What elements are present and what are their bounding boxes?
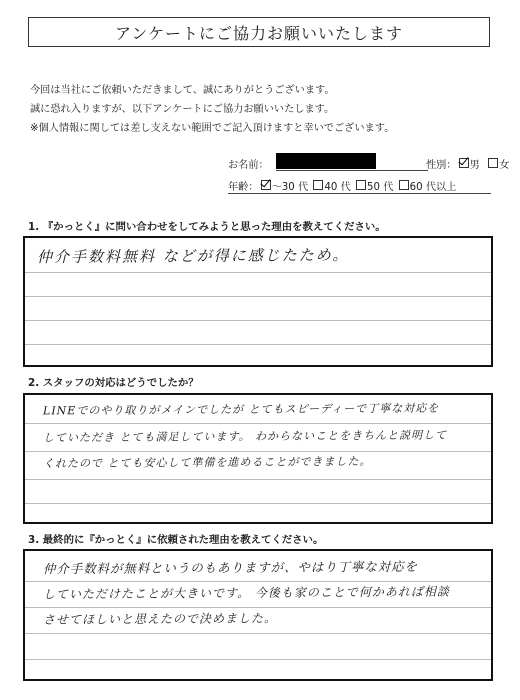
- intro-text: [30, 81, 394, 138]
- ruled-line: [25, 344, 491, 345]
- gender-male-checkbox[interactable]: [459, 158, 469, 168]
- name-label: お名前：: [228, 160, 269, 171]
- ruled-line: [25, 296, 491, 297]
- ruled-line: [25, 607, 491, 608]
- age-50-checkbox[interactable]: [356, 180, 366, 190]
- age-40-label: 40 代: [324, 182, 351, 193]
- ruled-line: [25, 659, 491, 660]
- intro-line: 誠に恐れ入りますが、以下アンケートにご協力お願いいたします。: [30, 104, 335, 115]
- age-row: [228, 178, 456, 193]
- gender-field: [426, 156, 509, 171]
- answer-2-line: くれたので とても安心して準備を進めることができました。: [42, 454, 372, 471]
- question-2-label: 2. スタッフの対応はどうでしたか？: [28, 377, 199, 389]
- gender-male-label: 男: [469, 160, 480, 171]
- gender-female-label: 女: [499, 160, 510, 171]
- answer-3-line: させてほしいと思えたので決めました。: [42, 611, 278, 627]
- gender-label: 性別：: [426, 160, 457, 171]
- name-redaction: [276, 153, 376, 169]
- answer-2-box: [23, 393, 493, 524]
- ruled-line: [25, 633, 491, 634]
- question-3-label: 3. 最終的に『かっとく』に依頼された理由を教えてください。: [28, 534, 324, 546]
- age-60-checkbox[interactable]: [399, 180, 409, 190]
- name-underline: [276, 170, 428, 171]
- ruled-line: [25, 272, 491, 273]
- age-60-label: 60 代以上: [409, 182, 457, 193]
- answer-2-line: していただき とても満足しています。 わからないことをきちんと説明して: [42, 428, 448, 445]
- name-row: [228, 153, 510, 171]
- intro-line: 今回は当社にご依頼いただきまして、誠にありがとうございます。: [30, 85, 335, 96]
- ruled-line: [25, 320, 491, 321]
- answer-2-line: LINEでのやり取りがメインでしたが とてもスピーディーで丁寧な対応を: [42, 401, 440, 418]
- answer-3-line: 仲介手数料が無料というのもありますが、やはり丁寧な対応を: [42, 558, 418, 577]
- survey-title-box: [28, 17, 490, 47]
- ruled-line: [25, 503, 491, 504]
- ruled-line: [25, 479, 491, 480]
- ruled-line: [25, 451, 491, 452]
- gender-female-checkbox[interactable]: [488, 158, 498, 168]
- age-40-checkbox[interactable]: [313, 180, 323, 190]
- age-50-label: 50 代: [367, 182, 394, 193]
- answer-1-box: [23, 236, 493, 367]
- survey-title: アンケートにご協力お願いいたします: [114, 23, 404, 43]
- answer-1-line: 仲介手数料無料 などが得に感じたため。: [36, 245, 350, 267]
- ruled-line: [25, 423, 491, 424]
- answer-3-line: していただけたことが大きいです。 今後も家のことで何かあれば相談: [42, 584, 450, 602]
- age-underline: [228, 193, 491, 194]
- age-30-label: ～30 代: [271, 182, 309, 193]
- intro-line: ※個人情報に関しては差し支えない範囲でご記入頂けますと幸いでございます。: [30, 123, 395, 134]
- age-label: 年齢：: [228, 182, 259, 193]
- answer-3-box: [23, 549, 493, 681]
- age-30-checkbox[interactable]: [261, 180, 271, 190]
- question-1-label: 1. 『かっとく』に問い合わせをしてみようと思った理由を教えてください。: [28, 221, 386, 233]
